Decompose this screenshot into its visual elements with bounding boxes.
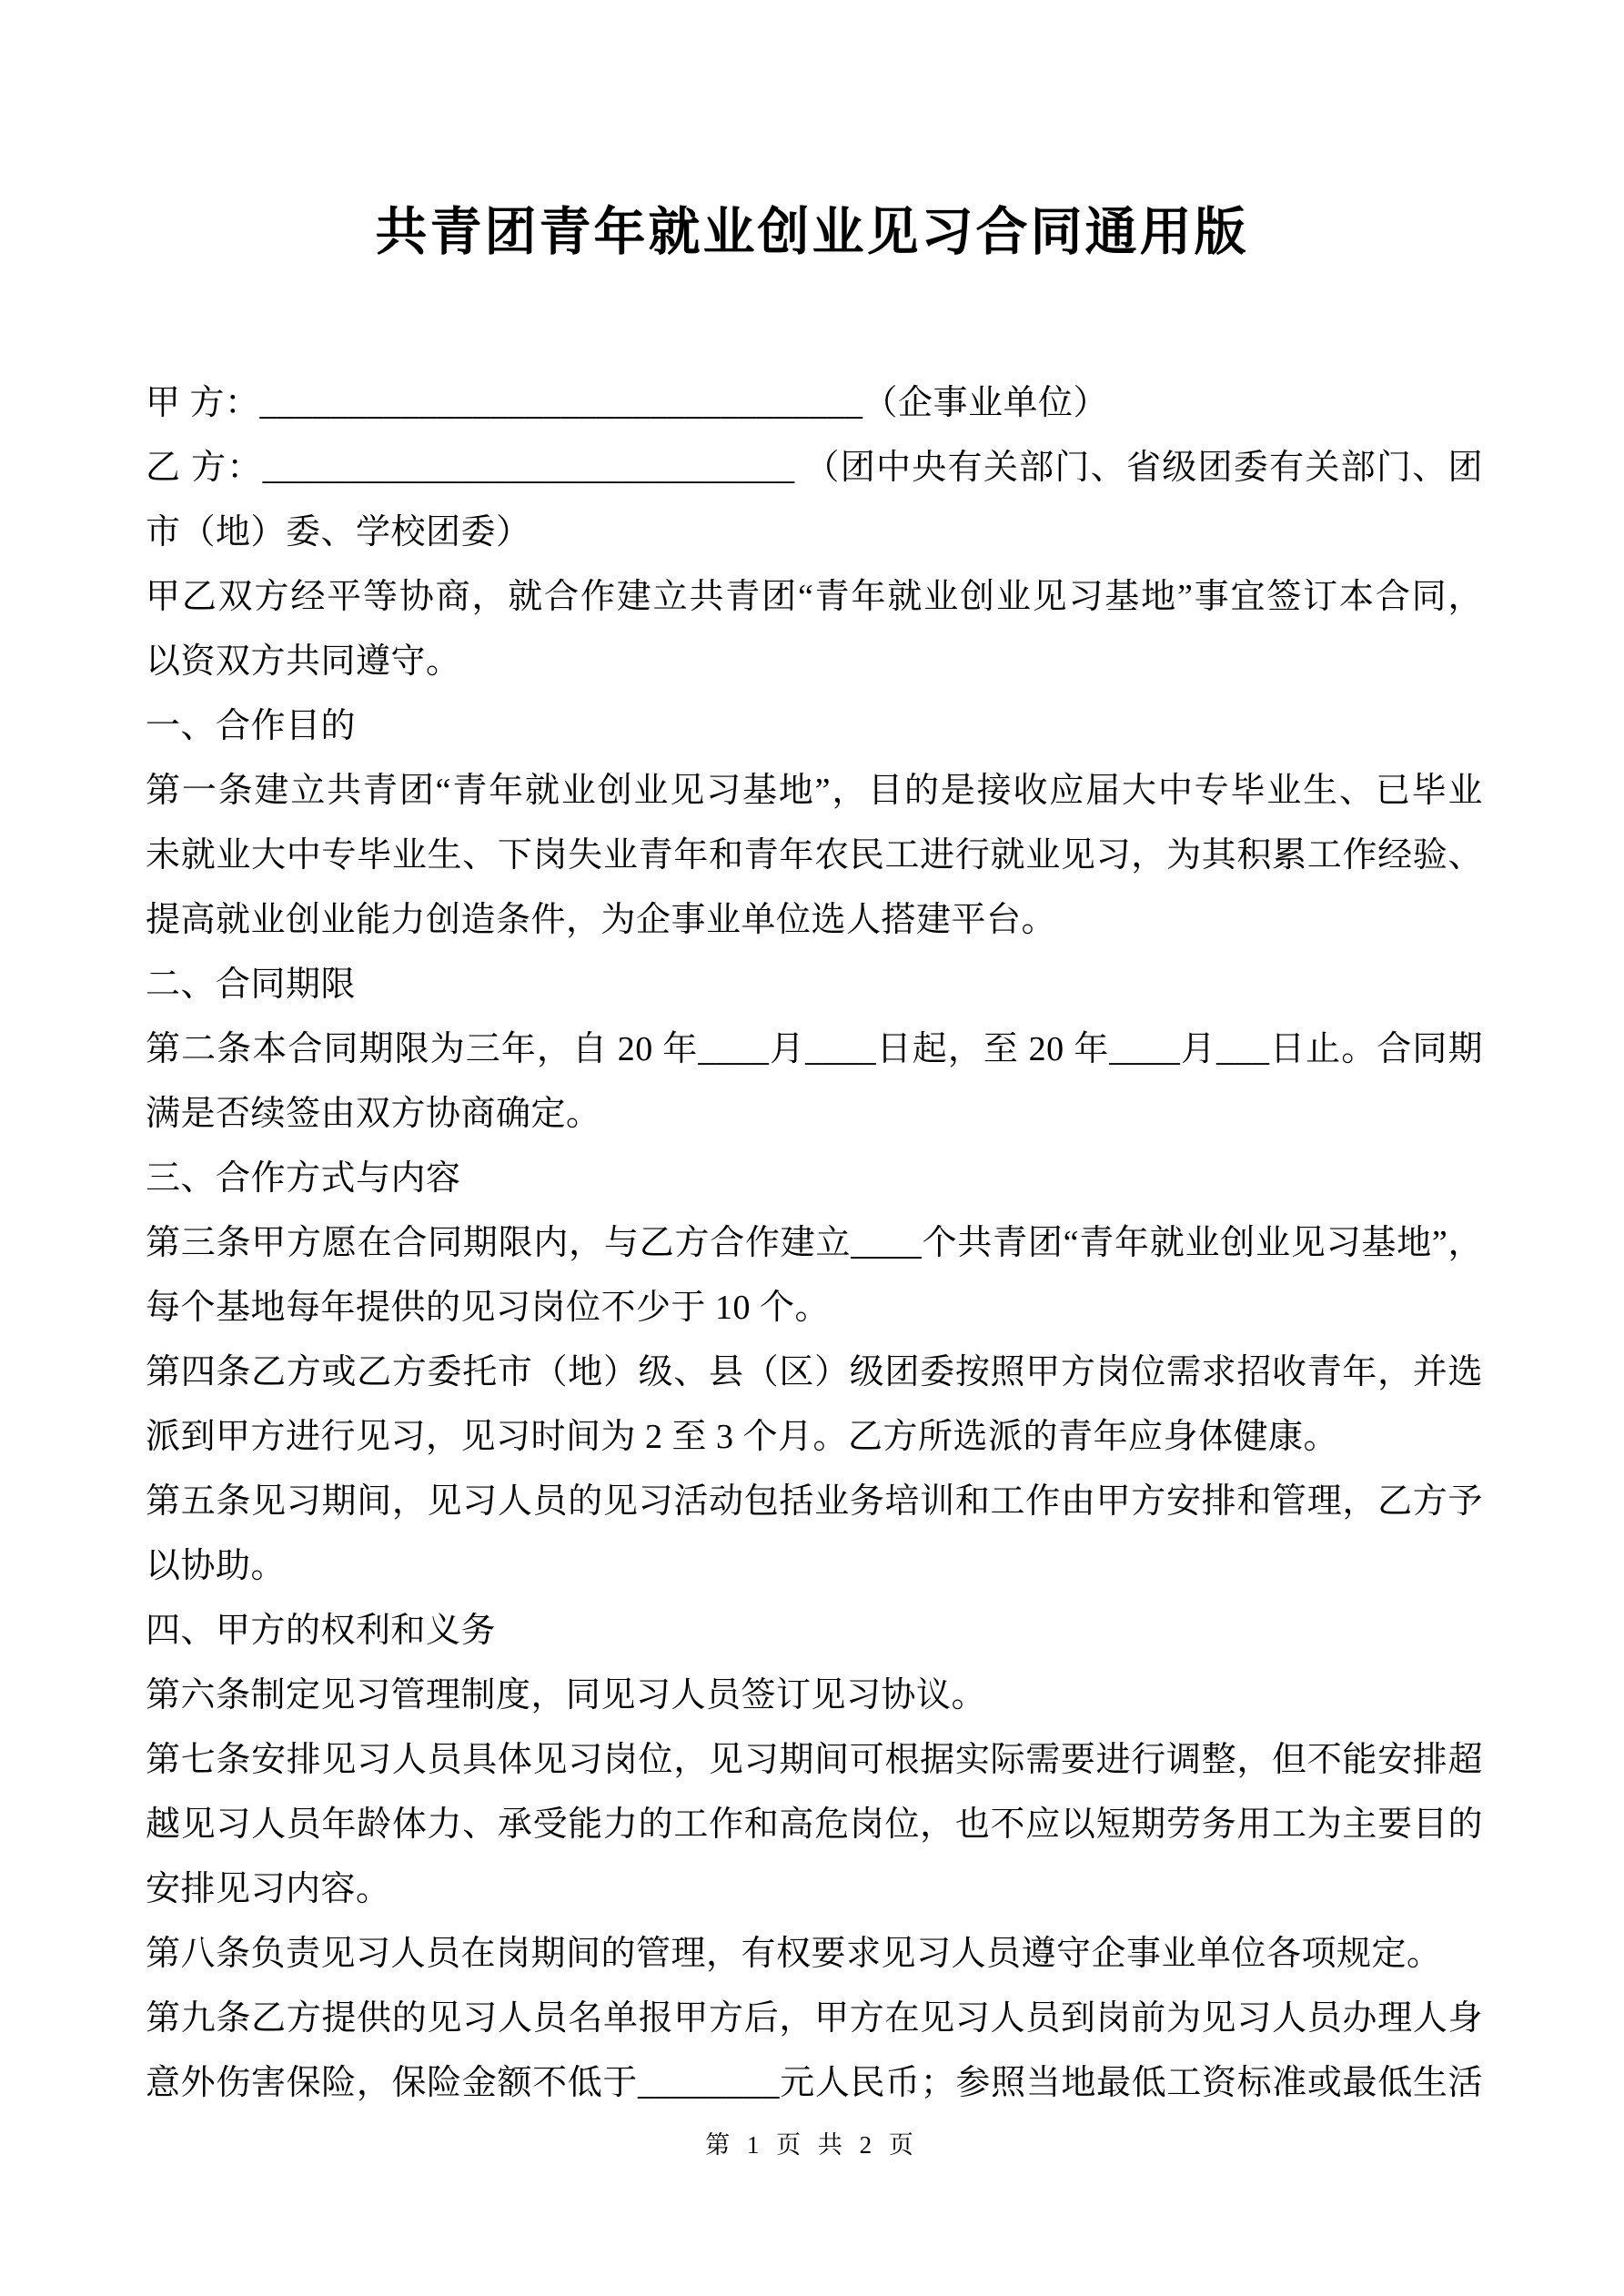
text-line: 甲乙双方经平等协商，就合作建立共青团“青年就业创业见习基地”事宜签订本合同， — [146, 578, 1483, 617]
text-line: 派到甲方进行见习，见习时间为 2 至 3 个月。乙方所选派的青年应身体健康。 — [146, 1418, 1339, 1457]
text-line: 第九条乙方提供的见习人员名单报甲方后，甲方在见习人员到岗前为见习人员办理人身 — [146, 1999, 1483, 2038]
text-line: 三、合作方式与内容 — [146, 1159, 461, 1199]
text-line: 第一条建立共青团“青年就业创业见习基地”，目的是接收应届大中专毕业生、已毕业 — [146, 772, 1483, 811]
page-footer: 第 1 页 共 2 页 — [705, 2131, 919, 2159]
text-line: 越见习人员年龄体力、承受能力的工作和高危岗位，也不应以短期劳务用工为主要目的 — [146, 1805, 1483, 1845]
text-line: 第五条见习期间，见习人员的见习活动包括业务培训和工作由甲方安排和管理，乙方予 — [146, 1482, 1483, 1522]
text-line: 第二条本合同期限为三年，自 20 年____月____日起，至 20 年____月___日止。合同期 — [146, 1030, 1483, 1069]
text-line: 以资双方共同遵守。 — [146, 642, 461, 682]
text-line: 以协助。 — [146, 1547, 287, 1586]
document-body — [146, 371, 1483, 2116]
text-line: 甲 方：__________________________________（企事业单位） — [146, 384, 1109, 423]
text-line: 第六条制定见习管理制度，同见习人员签订见习协议。 — [146, 1676, 987, 1715]
text-line: 市（地）委、学校团委） — [146, 513, 531, 552]
text-line: 未就业大中专毕业生、下岗失业青年和青年农民工进行就业见习，为其积累工作经验、 — [146, 836, 1483, 875]
document-title: 共青团青年就业创业见习合同通用版 — [375, 204, 1249, 261]
text-line: 乙 方：______________________________ （团中央有关部门、省级团委有关部门、团 — [146, 449, 1483, 488]
text-line: 每个基地每年提供的见习岗位不少于 10 个。 — [146, 1289, 831, 1328]
text-line: 第七条安排见习人员具体见习岗位，见习期间可根据实际需要进行调整，但不能安排超 — [146, 1741, 1483, 1780]
text-line: 四、甲方的权利和义务 — [146, 1612, 497, 1651]
text-line: 第四条乙方或乙方委托市（地）级、县（区）级团委按照甲方岗位需求招收青年，并选 — [146, 1353, 1483, 1392]
text-line: 安排见习内容。 — [146, 1870, 391, 1909]
text-line: 提高就业创业能力创造条件，为企事业单位选人搭建平台。 — [146, 901, 1057, 940]
text-line: 一、合作目的 — [146, 707, 357, 746]
text-line: 第八条负责见习人员在岗期间的管理，有权要求见习人员遵守企事业单位各项规定。 — [146, 1935, 1442, 1974]
text-line: 满是否续签由双方协商确定。 — [146, 1095, 601, 1134]
text-line: 二、合同期限 — [146, 966, 357, 1005]
text-line: 第三条甲方愿在合同期限内，与乙方合作建立____个共青团“青年就业创业见习基地”， — [146, 1224, 1483, 1263]
text-line: 意外伤害保险，保险金额不低于________元人民币；参照当地最低工资标准或最低生活 — [146, 2064, 1483, 2103]
